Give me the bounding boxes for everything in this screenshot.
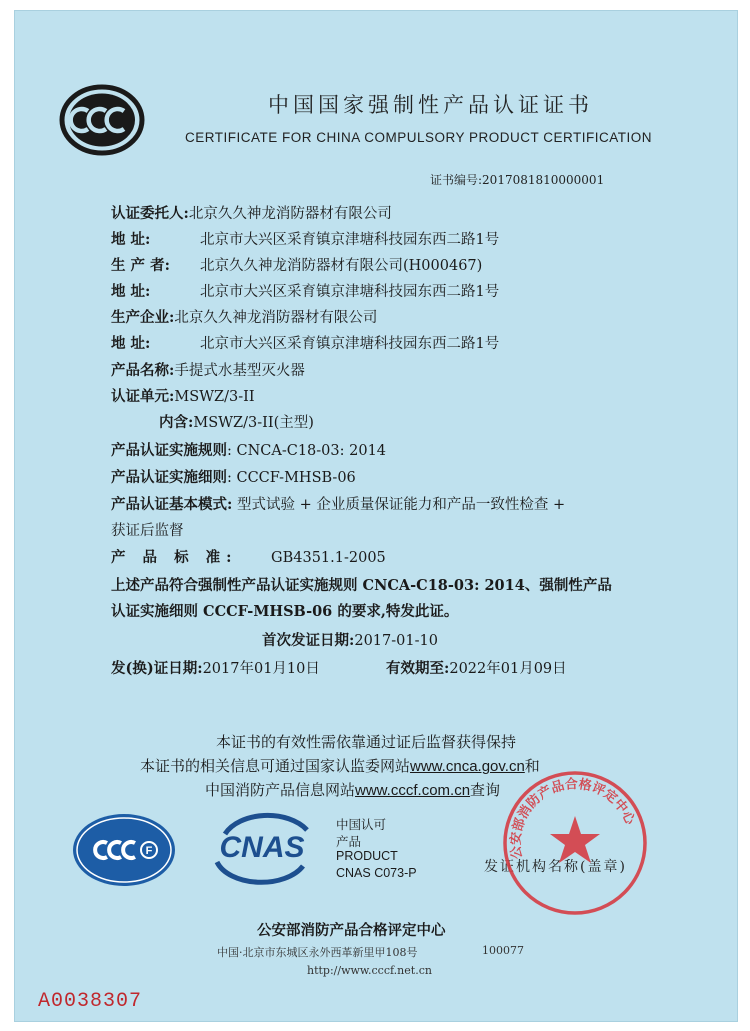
valid-until-value: 2022年01月09日 xyxy=(449,661,567,677)
issue-date-value: 2017年01月10日 xyxy=(202,661,320,677)
factory-row xyxy=(111,306,377,327)
product-label: 产品名称: xyxy=(111,362,175,379)
mode-value: 型式试验 + 企业质量保证能力和产品一致性检查 + xyxy=(236,497,566,513)
contains-label: 内含: xyxy=(159,414,194,431)
title-chinese: 中国国家强制性产品认证证书 xyxy=(268,93,593,117)
footer-address: 中国·北京市东城区永外西革新里甲108号 xyxy=(217,946,418,959)
official-seal-icon xyxy=(500,768,650,918)
cnas-logo-icon xyxy=(207,808,317,886)
details-value: : CCCF-MHSB-06 xyxy=(227,470,356,486)
mode-row xyxy=(111,493,565,514)
ccc-logo-icon xyxy=(58,82,146,158)
first-issue-row xyxy=(262,629,438,650)
manufacturer-value: 北京久久神龙消防器材有限公司(H000467) xyxy=(200,258,483,274)
unit-label: 认证单元: xyxy=(111,388,175,405)
mode-row-continued: 获证后监督 xyxy=(111,523,184,539)
contains-value: MSWZ/3-II(主型) xyxy=(193,415,314,431)
product-row xyxy=(111,359,305,380)
valid-until-label: 有效期至: xyxy=(386,660,450,677)
address-value: 北京市大兴区采育镇京津塘科技园东西二路1号 xyxy=(200,284,500,300)
address-label: 地 址: xyxy=(111,231,151,248)
cnas-line-3: PRODUCT xyxy=(336,849,398,863)
valid-until-row xyxy=(386,657,567,678)
client-row xyxy=(111,202,392,223)
first-issue-label: 首次发证日期: xyxy=(262,632,355,649)
address-row-1 xyxy=(111,228,499,249)
notice-line-1: 本证书的有效性需依靠通过证后监督获得保持 xyxy=(216,733,517,751)
notice-text: 和 xyxy=(524,757,540,775)
cnca-link[interactable]: www.cnca.gov.cn xyxy=(410,758,525,775)
mode-label: 产品认证基本模式: xyxy=(111,496,233,513)
address-row-3 xyxy=(111,332,499,353)
factory-value: 北京久久神龙消防器材有限公司 xyxy=(174,310,378,326)
address-value: 北京市大兴区采育镇京津塘科技园东西二路1号 xyxy=(200,232,500,248)
details-row xyxy=(111,466,356,487)
product-value: 手提式水基型灭火器 xyxy=(174,363,305,379)
notice-text: 中国消防产品信息网站 xyxy=(205,781,356,799)
cccf-letter: F xyxy=(145,845,153,857)
notice-line-2 xyxy=(140,755,540,776)
cnas-line-2: 产品 xyxy=(336,834,362,849)
manufacturer-label: 生 产 者: xyxy=(111,257,170,274)
serial-number: A0038307 xyxy=(38,990,143,1013)
issue-date-label: 发(换)证日期: xyxy=(111,660,203,677)
address-row-2 xyxy=(111,280,499,301)
unit-value: MSWZ/3-II xyxy=(174,389,255,405)
cnas-line-4: CNAS C073-P xyxy=(336,866,417,880)
cert-no-value: 2017081810000001 xyxy=(482,173,605,187)
statement-line-2: 认证实施细则 CCCF-MHSB-06 的要求,特发此证。 xyxy=(111,603,459,620)
seal-text: 公安部消防产品合格评定中心 xyxy=(508,777,638,860)
footer-url[interactable]: http://www.cccf.net.cn xyxy=(307,964,432,977)
footer-postcode: 100077 xyxy=(482,944,524,957)
cnas-line-1: 中国认可 xyxy=(336,817,387,832)
address-value: 北京市大兴区采育镇京津塘科技园东西二路1号 xyxy=(200,336,500,352)
first-issue-value: 2017-01-10 xyxy=(354,633,438,649)
standard-row xyxy=(111,546,386,567)
cccf-link[interactable]: www.cccf.com.cn xyxy=(355,782,471,799)
issuer-label: 发证机构名称(盖章) xyxy=(484,859,627,875)
cnas-logo-text: CNAS xyxy=(219,831,305,864)
client-value: 北京久久神龙消防器材有限公司 xyxy=(188,206,392,222)
address-label: 地 址: xyxy=(111,283,151,300)
cccf-logo-icon xyxy=(70,811,178,889)
notice-text: 查询 xyxy=(470,781,501,799)
cert-no-label: 证书编号: xyxy=(430,173,483,187)
footer-organization: 公安部消防产品合格评定中心 xyxy=(257,922,446,939)
notice-line-3 xyxy=(205,779,500,800)
address-label: 地 址: xyxy=(111,335,151,352)
issue-date-row xyxy=(111,657,320,678)
unit-row xyxy=(111,385,255,406)
details-label: 产品认证实施细则 xyxy=(111,469,227,486)
standard-value: GB4351.1-2005 xyxy=(271,550,386,566)
certificate-number xyxy=(430,171,604,188)
factory-label: 生产企业: xyxy=(111,309,175,326)
rules-label: 产品认证实施规则 xyxy=(111,442,227,459)
contains-row xyxy=(159,411,314,432)
standard-label: 产 品 标 准: xyxy=(111,549,238,566)
rules-row xyxy=(111,439,386,460)
title-english: CERTIFICATE FOR CHINA COMPULSORY PRODUCT CERTIFICATION xyxy=(185,130,653,145)
notice-text: 本证书的相关信息可通过国家认监委网站 xyxy=(140,757,411,775)
manufacturer-row xyxy=(111,254,482,275)
statement-line-1: 上述产品符合强制性产品认证实施规则 CNCA-C18-03: 2014、强制性产品 xyxy=(111,577,612,594)
client-label: 认证委托人: xyxy=(111,205,189,222)
rules-value: : CNCA-C18-03: 2014 xyxy=(227,443,387,459)
